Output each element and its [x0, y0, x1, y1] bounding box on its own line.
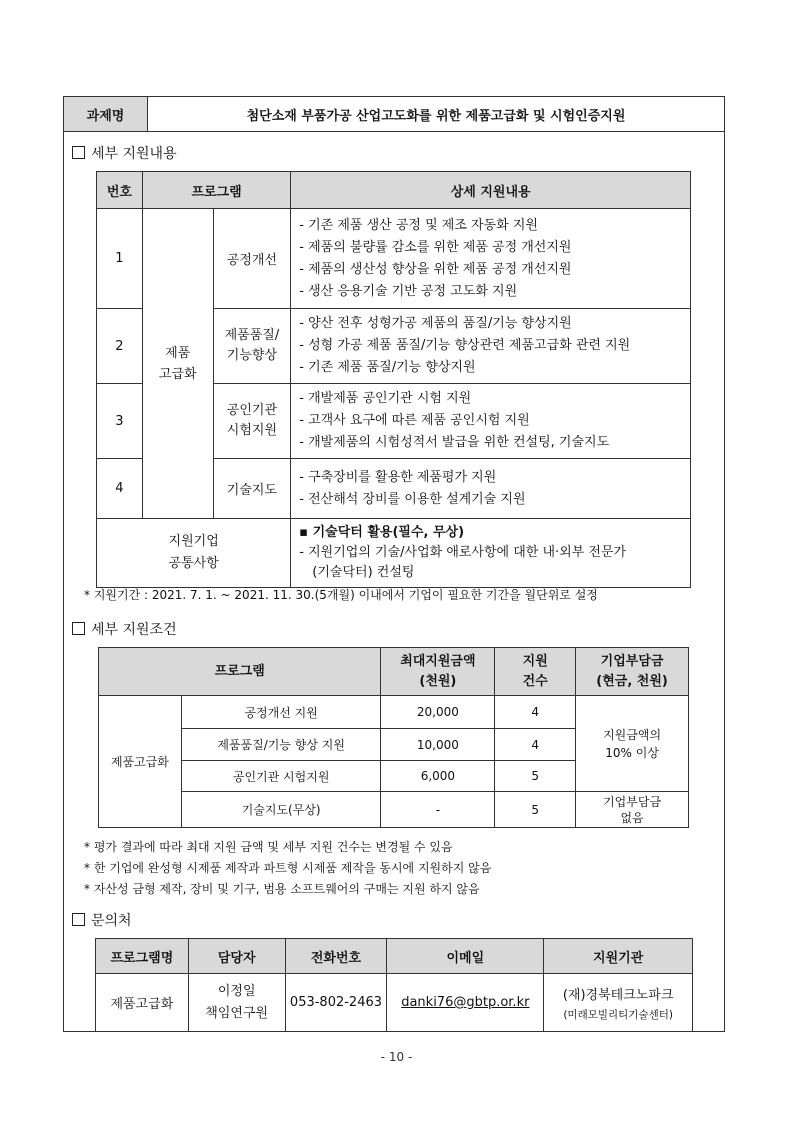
table-row: [99, 696, 689, 729]
detail-line: - 개발제품의 시험성적서 발급을 위한 컨설팅, 기술지도: [299, 435, 610, 450]
col-header: 담당자: [188, 939, 285, 974]
row-details: [291, 384, 691, 459]
contact-person: 이정일 책임연구원: [188, 974, 285, 1032]
detail-line: - 전산해석 장비를 이용한 설계기술 지원: [299, 491, 526, 507]
common-details: [291, 519, 691, 588]
row-count: 5: [495, 761, 576, 792]
row-count: 4: [495, 696, 576, 729]
row-no: 2: [97, 309, 143, 384]
contact-email-link[interactable]: danki76@gbtp.or.kr: [387, 974, 544, 1032]
detail-line: - 기존 제품 생산 공정 및 제조 자동화 지원: [299, 217, 538, 233]
detail-line: - 생산 응용기술 기반 공정 고도화 지원: [299, 283, 518, 299]
col-max-header: 최대지원금액 (천원): [381, 648, 495, 696]
detail-support-table: [96, 171, 691, 588]
section-contact-heading: 문의처: [72, 913, 132, 929]
detail-line: - 구축장비를 활용한 제품평가 지원: [299, 469, 497, 485]
row-max: 6,000: [381, 761, 495, 792]
row-program: 기술지도: [213, 459, 291, 519]
col-header: 이메일: [387, 939, 544, 974]
checkbox-square-icon: [72, 622, 85, 635]
burden-cell: 기업부담금 없음: [576, 792, 689, 828]
contact-table: [95, 938, 693, 1032]
org-name: (재)경북테크노파크: [562, 987, 674, 1003]
row-max: 10,000: [381, 729, 495, 761]
row-no: 1: [97, 209, 143, 309]
row-max: 20,000: [381, 696, 495, 729]
condition-note: * 한 기업에 완성형 시제품 제작과 파트형 시제품 제작을 동시에 지원하지 않음: [84, 861, 492, 875]
checkbox-square-icon: [72, 146, 85, 159]
org-sub: (미래모빌리티기술센터): [563, 1008, 673, 1021]
row-program: 공정개선 지원: [181, 696, 381, 729]
page-number: - 10 -: [380, 1050, 413, 1064]
col-program-header: 프로그램: [142, 172, 290, 209]
row-max: -: [381, 792, 495, 828]
detail-line: - 제품의 생산성 향상을 위한 제품 공정 개선지원: [299, 261, 572, 277]
col-burden-header: 기업부담금 (현금, 천원): [576, 648, 689, 696]
row-program: 공인기관 시험지원: [181, 761, 381, 792]
detail-line: - 제품의 불량률 감소를 위한 제품 공정 개선지원: [299, 239, 572, 255]
col-detail-header: 상세 지원내용: [291, 172, 691, 209]
condition-note: * 자산성 금형 제작, 장비 및 기구, 범용 소프트웨어의 구매는 지원 하지 않음: [84, 882, 480, 896]
row-program: 제품품질/ 기능향상: [213, 309, 291, 384]
table-row: [96, 974, 693, 1032]
row-no: 4: [97, 459, 143, 519]
row-no: 3: [97, 384, 143, 459]
table-row: [97, 209, 691, 309]
detail-line: - 기존 제품 품질/기능 향상지원: [299, 360, 476, 375]
contact-org: [544, 974, 693, 1032]
table-row: [99, 792, 689, 828]
project-title-table: [63, 96, 725, 132]
row-count: 5: [495, 792, 576, 828]
col-no-header: 번호: [97, 172, 143, 209]
common-line: - 지원기업의 기술/사업화 애로사항에 대한 내·외부 전문가: [299, 545, 627, 560]
burden-cell: 지원금액의 10% 이상: [576, 696, 689, 792]
table-row: [97, 519, 691, 588]
common-line: (기술닥터) 컨설팅: [312, 565, 415, 580]
col-header: 프로그램명: [96, 939, 189, 974]
project-title: 첨단소재 부품가공 산업고도화를 위한 제품고급화 및 시험인증지원: [148, 97, 725, 132]
row-details: [291, 209, 691, 309]
row-count: 4: [495, 729, 576, 761]
common-label: 지원기업 공통사항: [97, 519, 291, 588]
checkbox-square-icon: [72, 913, 85, 926]
row-program: 기술지도(무상): [181, 792, 381, 828]
project-label: 과제명: [64, 97, 148, 132]
contact-phone: 053-802-2463: [285, 974, 387, 1032]
group-label: 제품고급화: [99, 696, 182, 828]
row-program: 공정개선: [213, 209, 291, 309]
section-conditions-heading: 세부 지원조건: [72, 622, 177, 638]
contact-program: 제품고급화: [96, 974, 189, 1032]
period-note: * 지원기간 : 2021. 7. 1. ~ 2021. 11. 30.(5개월) 이내에서 기업이 필요한 기간을 월단위로 설정: [84, 588, 598, 602]
col-count-header: 지원 건수: [495, 648, 576, 696]
support-conditions-table: [98, 647, 689, 828]
group-label: 제품 고급화: [142, 209, 213, 519]
col-program-header: 프로그램: [99, 648, 381, 696]
row-program: 제품품질/기능 향상 지원: [181, 729, 381, 761]
condition-note: * 평가 결과에 따라 최대 지원 금액 및 세부 지원 건수는 변경될 수 있음: [84, 840, 453, 854]
common-bold-line: ▪ 기술닥터 활용(필수, 무상): [299, 525, 465, 540]
row-program: 공인기관 시험지원: [213, 384, 291, 459]
detail-line: - 개발제품 공인기관 시험 지원: [299, 391, 472, 406]
col-header: 전화번호: [285, 939, 387, 974]
detail-line: - 양산 전후 성형가공 제품의 품질/기능 향상지원: [299, 316, 572, 331]
detail-line: - 성형 가공 제품 품질/기능 향상관련 제품고급화 관련 지원: [299, 338, 631, 353]
row-details: [291, 459, 691, 519]
section-detail-heading: 세부 지원내용: [72, 146, 177, 162]
row-details: [291, 309, 691, 384]
detail-line: - 고객사 요구에 따른 제품 공인시험 지원: [299, 413, 530, 428]
col-header: 지원기관: [544, 939, 693, 974]
